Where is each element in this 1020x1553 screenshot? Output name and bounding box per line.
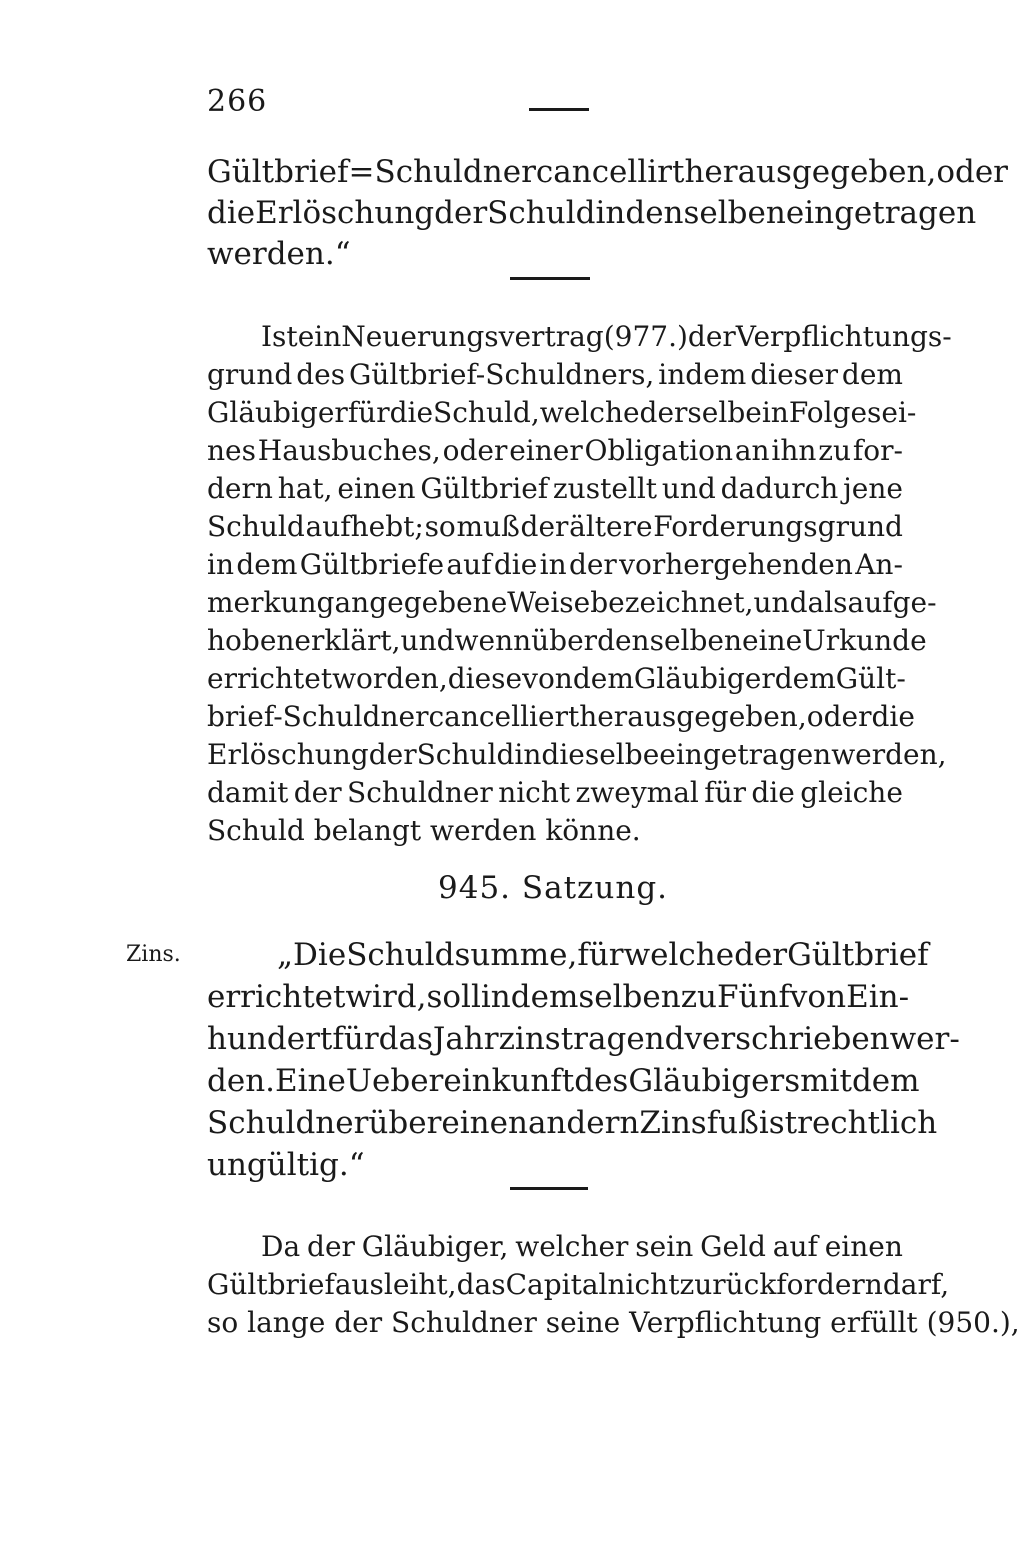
word: so bbox=[424, 510, 456, 543]
word: Capital bbox=[505, 1268, 608, 1301]
word: muß bbox=[456, 510, 520, 543]
word: hundert bbox=[207, 1021, 333, 1057]
word: eingetragen bbox=[785, 195, 977, 231]
text-line bbox=[207, 1060, 920, 1102]
text-line bbox=[207, 622, 927, 660]
word: Forderungsgrund bbox=[653, 510, 903, 543]
word: herausgegeben, bbox=[684, 154, 937, 190]
word: Weise bbox=[507, 586, 591, 619]
word: Verpflichtung bbox=[629, 1306, 822, 1339]
word: den. bbox=[207, 1063, 276, 1099]
word: verschrieben bbox=[684, 1021, 890, 1057]
text-line bbox=[207, 470, 903, 508]
word: von bbox=[522, 662, 573, 695]
word: (950.), bbox=[926, 1306, 1020, 1339]
word: welche bbox=[539, 396, 640, 429]
word: für bbox=[577, 937, 624, 973]
word: für bbox=[347, 396, 390, 429]
word: Uebereinkunft bbox=[345, 1063, 575, 1099]
word: diese bbox=[447, 662, 523, 695]
word: einen bbox=[337, 472, 416, 505]
word: sein bbox=[635, 1230, 694, 1263]
word: oder bbox=[806, 700, 872, 733]
word: nicht bbox=[607, 1268, 680, 1301]
word: dem bbox=[774, 662, 836, 695]
word: für bbox=[704, 776, 746, 809]
word: ältere bbox=[569, 510, 653, 543]
word: dem bbox=[236, 548, 298, 581]
word: merkung bbox=[207, 586, 335, 619]
text-line bbox=[207, 546, 903, 584]
word: errichtet bbox=[207, 979, 346, 1015]
word: Schuld bbox=[207, 814, 305, 847]
statute-paragraph bbox=[207, 934, 960, 1186]
word: Da bbox=[261, 1230, 301, 1263]
word: Fünf bbox=[717, 979, 790, 1015]
word: der bbox=[307, 1230, 355, 1263]
word: die bbox=[493, 548, 538, 581]
word: der bbox=[687, 320, 736, 353]
text-line bbox=[207, 1228, 903, 1266]
word: zustellt bbox=[552, 472, 658, 505]
word: brief-Schuldner bbox=[207, 700, 429, 733]
word: denselben bbox=[597, 624, 743, 657]
word: dem bbox=[841, 358, 903, 391]
word: werden.“ bbox=[207, 236, 351, 272]
word: Gläubiger, bbox=[361, 1230, 509, 1263]
word: Erlöschung bbox=[255, 195, 435, 231]
word: in bbox=[207, 548, 234, 581]
text-line bbox=[207, 508, 903, 546]
word: in bbox=[595, 195, 626, 231]
text-line bbox=[207, 193, 977, 234]
text-line bbox=[207, 1304, 1020, 1342]
word: das bbox=[456, 1268, 506, 1301]
word: erklärt, bbox=[294, 624, 401, 657]
word: vorhergehenden bbox=[619, 548, 853, 581]
word: in bbox=[480, 979, 511, 1015]
word: dieser bbox=[750, 358, 838, 391]
word: dern bbox=[207, 472, 273, 505]
word: welche bbox=[623, 937, 735, 973]
word: das bbox=[378, 1021, 433, 1057]
word: oder bbox=[936, 154, 1008, 190]
word: rechtlich bbox=[797, 1105, 938, 1141]
quoted-paragraph-ending bbox=[207, 152, 1008, 275]
text-line bbox=[207, 698, 915, 736]
word: wird, bbox=[345, 979, 427, 1015]
word: angegebene bbox=[334, 586, 508, 619]
text-line bbox=[207, 152, 1008, 193]
word: Gültbrief bbox=[787, 937, 929, 973]
text-line bbox=[207, 1144, 903, 1186]
word: der bbox=[520, 510, 569, 543]
text-line bbox=[207, 812, 903, 850]
word: lange bbox=[247, 1306, 326, 1339]
word: könne. bbox=[545, 814, 641, 847]
word: eingetragen bbox=[659, 738, 832, 771]
word: von bbox=[789, 979, 847, 1015]
text-line bbox=[207, 234, 903, 275]
word: werden, bbox=[831, 738, 947, 771]
word: auf bbox=[772, 1230, 818, 1263]
text-line bbox=[207, 934, 929, 976]
word: „Die bbox=[277, 937, 347, 973]
page-header bbox=[207, 84, 907, 124]
word: dadurch bbox=[720, 472, 839, 505]
word: nicht bbox=[498, 776, 571, 809]
word: belangt bbox=[313, 814, 422, 847]
word: Schuldner bbox=[347, 776, 493, 809]
word: zu bbox=[818, 434, 852, 467]
word: cancellirt bbox=[535, 154, 685, 190]
word: soll bbox=[426, 979, 481, 1015]
word: ausleiht, bbox=[334, 1268, 457, 1301]
word: derselbe bbox=[639, 396, 762, 429]
word: for- bbox=[852, 434, 903, 467]
word: wenn bbox=[454, 624, 532, 657]
word: Urkunde bbox=[802, 624, 927, 657]
word: Geld bbox=[700, 1230, 766, 1263]
word: errichtet bbox=[207, 662, 333, 695]
word: in bbox=[539, 548, 567, 581]
word: Neuerungsvertrag bbox=[341, 320, 604, 353]
word: Gläubigers bbox=[628, 1063, 801, 1099]
word: zu bbox=[680, 979, 717, 1015]
word: einen bbox=[824, 1230, 903, 1263]
word: darf, bbox=[882, 1268, 950, 1301]
word: werden bbox=[429, 814, 537, 847]
word: Schuld bbox=[487, 195, 596, 231]
word: Gläubiger bbox=[633, 662, 775, 695]
word: Schuldner bbox=[391, 1306, 537, 1339]
word: des bbox=[296, 358, 346, 391]
word: in bbox=[761, 396, 789, 429]
word: ungültig.“ bbox=[207, 1147, 365, 1183]
word: Schuld bbox=[207, 510, 305, 543]
word: Gültbrief bbox=[420, 472, 549, 505]
text-line bbox=[207, 1266, 950, 1304]
word: Jahr bbox=[432, 1021, 499, 1057]
word: Hausbuches, bbox=[257, 434, 441, 467]
section-heading: 945. Satzung. bbox=[438, 870, 669, 906]
word: zurückfordern bbox=[679, 1268, 883, 1301]
word: die bbox=[389, 396, 434, 429]
word: dem bbox=[572, 662, 634, 695]
word: Schuld, bbox=[433, 396, 540, 429]
word: Gültbrief-Schuldners, bbox=[349, 358, 655, 391]
word: die bbox=[207, 195, 256, 231]
word: Gült- bbox=[835, 662, 906, 695]
word: welcher bbox=[515, 1230, 629, 1263]
word: Eine bbox=[275, 1063, 346, 1099]
word: (977.) bbox=[603, 320, 688, 353]
word: so bbox=[207, 1306, 239, 1339]
word: eine bbox=[742, 624, 803, 657]
word: der bbox=[568, 548, 617, 581]
word: cancelliert bbox=[428, 700, 580, 733]
word: Erlöschung bbox=[207, 738, 369, 771]
word: über bbox=[531, 624, 598, 657]
word: Gläubiger bbox=[207, 396, 348, 429]
word: heraus bbox=[579, 700, 677, 733]
word: damit bbox=[207, 776, 289, 809]
word: Folge bbox=[788, 396, 868, 429]
word: in bbox=[514, 738, 542, 771]
word: hoben bbox=[207, 624, 295, 657]
word: einer bbox=[509, 434, 583, 467]
word: und bbox=[661, 472, 716, 505]
word: oder bbox=[442, 434, 508, 467]
word: mit bbox=[800, 1063, 852, 1099]
word: über bbox=[368, 1105, 442, 1141]
word: grund bbox=[207, 358, 293, 391]
word: indem bbox=[658, 358, 747, 391]
word: dem bbox=[851, 1063, 920, 1099]
word: Schuldner bbox=[207, 1105, 369, 1141]
word: Gültbriefe bbox=[299, 548, 445, 581]
word: der bbox=[368, 738, 417, 771]
word: bezeichnet, bbox=[590, 586, 754, 619]
word: gegeben, bbox=[676, 700, 807, 733]
word: des bbox=[574, 1063, 629, 1099]
text-line bbox=[207, 976, 910, 1018]
word: hat, bbox=[277, 472, 333, 505]
word: Gültbrief bbox=[207, 1268, 335, 1301]
text-line bbox=[207, 356, 903, 394]
word: Gültbrief=Schuldner bbox=[207, 154, 536, 190]
text-line bbox=[207, 1102, 938, 1144]
word: gleiche bbox=[800, 776, 903, 809]
word: als bbox=[807, 586, 848, 619]
word: die bbox=[871, 700, 915, 733]
word: erfüllt bbox=[830, 1306, 918, 1339]
page-number: 266 bbox=[207, 84, 268, 119]
word: worden, bbox=[332, 662, 448, 695]
word: aufhebt; bbox=[305, 510, 424, 543]
word: dieselbe bbox=[541, 738, 660, 771]
commentary-paragraph-continued bbox=[207, 1228, 1020, 1342]
word: An- bbox=[855, 548, 903, 581]
word: an bbox=[734, 434, 770, 467]
text-line bbox=[207, 584, 937, 622]
word: einen bbox=[441, 1105, 528, 1141]
word: Schuldsumme, bbox=[346, 937, 578, 973]
word: jene bbox=[843, 472, 903, 505]
word: der bbox=[334, 1306, 383, 1339]
word: andern bbox=[527, 1105, 640, 1141]
text-line bbox=[207, 660, 906, 698]
text-line bbox=[207, 736, 947, 774]
word: Zinsfuß bbox=[639, 1105, 759, 1141]
section-divider bbox=[510, 277, 590, 280]
word: demselben bbox=[510, 979, 681, 1015]
text-line bbox=[207, 318, 952, 356]
marginal-note: Zins. bbox=[126, 942, 181, 967]
text-line bbox=[207, 774, 903, 812]
word: zweymal bbox=[575, 776, 699, 809]
word: sei- bbox=[867, 396, 917, 429]
text-line bbox=[207, 1018, 960, 1060]
text-line bbox=[207, 432, 903, 470]
word: ihn bbox=[771, 434, 817, 467]
word: wer- bbox=[889, 1021, 960, 1057]
word: nes bbox=[207, 434, 256, 467]
text-line bbox=[207, 394, 917, 432]
word: denselben bbox=[625, 195, 786, 231]
word: ist bbox=[758, 1105, 798, 1141]
word: der bbox=[434, 195, 488, 231]
word: für bbox=[332, 1021, 379, 1057]
commentary-paragraph bbox=[207, 318, 952, 850]
word: und bbox=[400, 624, 455, 657]
word: und bbox=[753, 586, 808, 619]
word: zinstragend bbox=[498, 1021, 685, 1057]
word: Ist bbox=[261, 320, 298, 353]
word: Schuld bbox=[416, 738, 515, 771]
word: aufge- bbox=[847, 586, 937, 619]
word: Ein- bbox=[846, 979, 910, 1015]
section-divider bbox=[510, 1187, 588, 1190]
word: seine bbox=[545, 1306, 621, 1339]
word: die bbox=[751, 776, 795, 809]
word: der bbox=[734, 937, 788, 973]
word: der bbox=[293, 776, 342, 809]
word: Obligation bbox=[584, 434, 734, 467]
word: ein bbox=[297, 320, 342, 353]
header-dash bbox=[529, 108, 589, 111]
word: Verpflichtungs- bbox=[735, 320, 952, 353]
word: auf bbox=[446, 548, 492, 581]
